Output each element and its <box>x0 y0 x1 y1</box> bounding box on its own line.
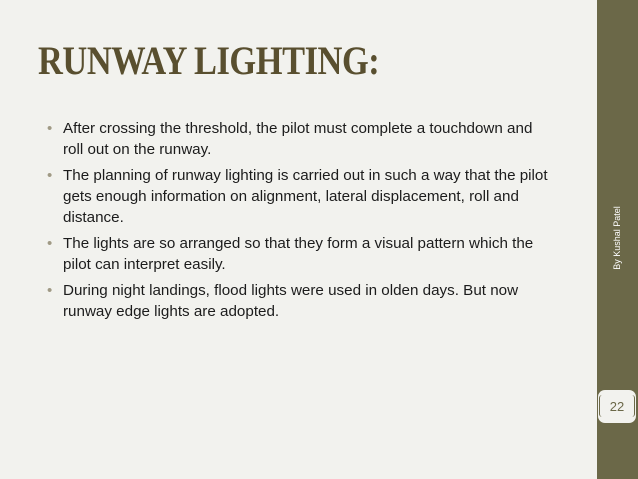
bullet-text: The lights are so arranged so that they form a visual pattern which the pilot can interpret easily. <box>63 235 534 273</box>
bullet-item <box>47 233 552 275</box>
bullet-text: After crossing the threshold, the pilot must complete a touchdown and roll out on the runway. <box>63 120 533 158</box>
bullet-icon: • <box>47 282 53 299</box>
bullet-item <box>47 118 552 160</box>
bullet-text: The planning of runway lighting is carried out in such a way that the pilot gets enough information on alignment, lateral displacement, roll and distance. <box>63 167 548 226</box>
bullet-item <box>47 280 552 322</box>
bullet-list <box>47 118 552 327</box>
bullet-icon: • <box>47 120 53 137</box>
author-label: By Kushal Patel <box>612 206 622 270</box>
bullet-icon: • <box>47 235 53 252</box>
bullet-item <box>47 165 552 228</box>
bullet-text: During night landings, flood lights were used in olden days. But now runway edge lights are adopted. <box>63 282 519 320</box>
slide-title: RUNWAY LIGHTING: <box>38 38 380 83</box>
page-number: 22 <box>598 390 636 423</box>
bullet-icon: • <box>47 167 53 184</box>
